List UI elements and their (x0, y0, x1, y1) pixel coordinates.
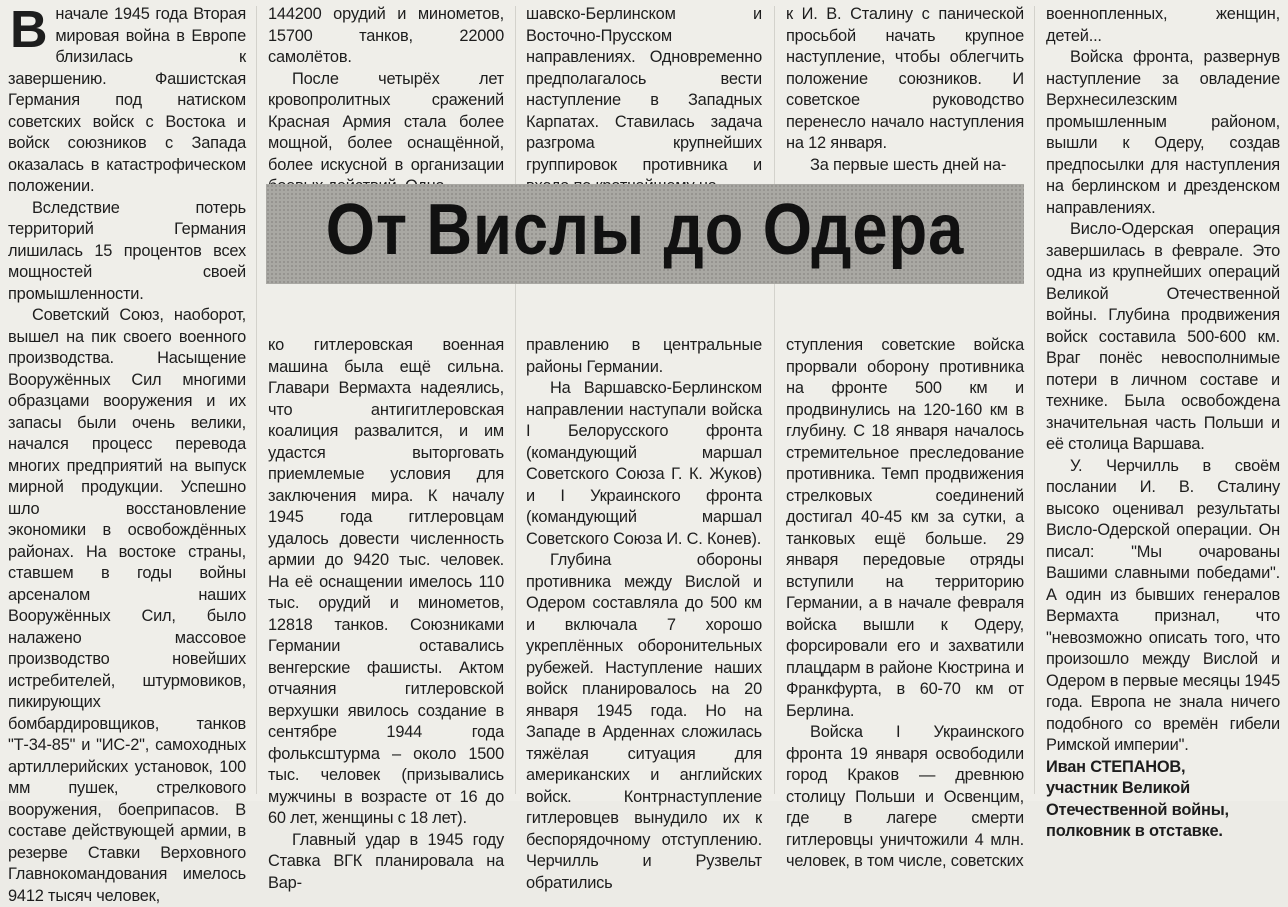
article-column-2-top (268, 4, 504, 174)
paragraph: Войска фронта, развернув наступление за овладение Верхнесилезским промышленным районом, вышли к Одеру, создав предпосылки для наступления на берлинском и дрезденском направлениях. (1046, 48, 1280, 217)
column-rule (1034, 6, 1035, 794)
paragraph: Висло-Одерская операция завершилась в феврале. Это одна из крупнейших операций Великой Отечественной войны. Глубина продвижения войск составила 500-600 км. Враг понёс невосполнимые потери в личном составе и технике. Была освобождена значительная часть Польши и её столица Варшава. (1046, 220, 1280, 453)
article-column-3-bottom (526, 335, 762, 892)
paragraph: ступления советские войска прорвали оборону противника на фронте 500 км и продвинулись на 120-160 км в глубину. С 18 января началось стремительное преследование противника. Темп продвижения стрелковых соединений достигал 40-45 км за сутки, а танковых ещё больше. 29 января передовые отряды вступили на территорию Германии, а в начале февраля войска вышли к Одеру, форсировали его и захватили плацдарм в районе Кюстрина и Франкфурта, в 60-70 км от Берлина. (786, 336, 1024, 720)
article-column-5 (1046, 4, 1280, 840)
article-column-4-top (786, 4, 1024, 174)
paragraph: 144200 орудий и минометов, 15700 танков, 22000 самолётов. (268, 5, 504, 66)
paragraph: Главный удар в 1945 году Ставка ВГК планировала на Вар- (268, 830, 504, 892)
paragraph: ко гитлеровская военная машина была ещё сильна. Главари Вермахта надеялись, что антигитлеровская коалиция развалится, и им удастся выторговать приемлемые условия для заключения мира. К началу 1945 года гитлеровцам удалось довести численность армии до 9420 тыс. человек. На её оснащении имелось 110 тыс. орудий и минометов, 12818 танков. Союзниками Германии оставались венгерские фашисты. Актом отчаяния гитлеровской верхушки явилось создание в сентябре 1944 года фольксштурма – около 1500 тыс. человек (призывались мужчины в возрасте от 16 до 60 лет, женщины с 18 лет). (268, 336, 504, 827)
author-signature: Иван СТЕПАНОВ, участник Великой Отечественной войны, полковник в отставке. (1046, 757, 1229, 840)
column-rule (774, 6, 775, 794)
paragraph: Войска I Украинского фронта 19 января освободили город Краков — древнюю столицу Польши и Освенцим, где в лагере смерти гитлеровцы уничтожили 4 млн. человек, в том числе, советских (786, 723, 1024, 870)
paragraph: Советский Союз, наоборот, вышел на пик своего военного производства. Насыщение Вооружённых Сил многими образцами вооружения и их запасы были очень велики, начался процесс перевода многих предприятий на выпуск мирной продукции. Успешно шло восстановление экономики в освобождённых районах. На востоке страны, ставшем в годы войны арсеналом наших Вооружённых Сил, было налажено массовое производство новейших истребителей, штурмовиков, пикирующих бомбардировщиков, танков "Т-34-85" и "ИС-2", самоходных артиллерийских установок, 100 мм пушек, стрелкового вооружения, боеприпасов. В составе действующей армии, в резерве Ставки Верховного Главнокомандования имелось 9412 тысяч человек, (8, 306, 246, 905)
article-column-4-bottom (786, 335, 1024, 870)
paragraph: На Варшавско-Берлинском направлении наступали войска I Белорусского фронта (командующий маршал Советского Союза Г. К. Жуков) и I Украинского фронта (командующий маршал Советского Союза И. С. Конев). (526, 379, 762, 548)
article-column-3-top (526, 4, 762, 174)
column-rule (256, 6, 257, 794)
paragraph (8, 1, 246, 198)
article-headline: От Вислы до Одера (325, 190, 965, 270)
article-column-2-bottom (268, 335, 504, 892)
paragraph: Глубина обороны противника между Вислой и Одером составляла до 500 км и включала 7 хорошо укреплённых оборонительных рубежей. Наступление наших войск планировалось на 20 января 1945 года. Но на Западе в Арденнах сложилась тяжёлая ситуация для американских и английских войск. Контрнаступление гитлеровцев вынудило их к беспорядочному отступлению. Черчилль и Рузвельт обратились (526, 551, 762, 892)
paragraph: Вследствие потерь территорий Германия лишилась 15 процентов всех мощностей своей промышленности. (8, 198, 246, 303)
drop-cap: В (10, 1, 48, 59)
paragraph: У. Черчилль в своём послании И. В. Сталину высоко оценивал результаты Висло-Одерской операции. Он писал: "Мы очарованы Вашими славными победами". А один из бывших генералов Вермахта признал, что "невозможно описать того, что произошло между Вислой и Одером в первые месяцы 1945 года. Европа не знала ничего подобного со времён гибели Римской империи". (1046, 456, 1280, 754)
article-column-1 (8, 1, 246, 905)
paragraph-text: начале 1945 года Вторая мировая война в Европе близилась к завершению. Фашистская Германия под натиском советских войск с Востока и войск союзников с Запада оказалась в катастрофическом положении. (8, 5, 246, 195)
paragraph: военнопленных, женщин, детей... (1046, 5, 1280, 45)
paragraph: к И. В. Сталину с панической просьбой начать крупное наступление, чтобы облегчить положение союзников. И советское руководство перенесло начало наступления на 12 января. (786, 5, 1024, 152)
paragraph: За первые шесть дней на- (810, 155, 1007, 174)
paragraph: После четырёх лет кровопролитных сражений Красная Армия стала более мощной, более оснащённой, более искусной в организации (268, 69, 504, 174)
paragraph: шавско-Берлинском и Восточно-Прусском направлениях. Одновременно предполагалось вести наступление в Западных Карпатах. Ставилась задача разгрома крупнейших группировок противника и (526, 5, 762, 174)
paragraph: правлению в центральные районы Германии. (526, 336, 762, 376)
column-rule (515, 6, 516, 794)
